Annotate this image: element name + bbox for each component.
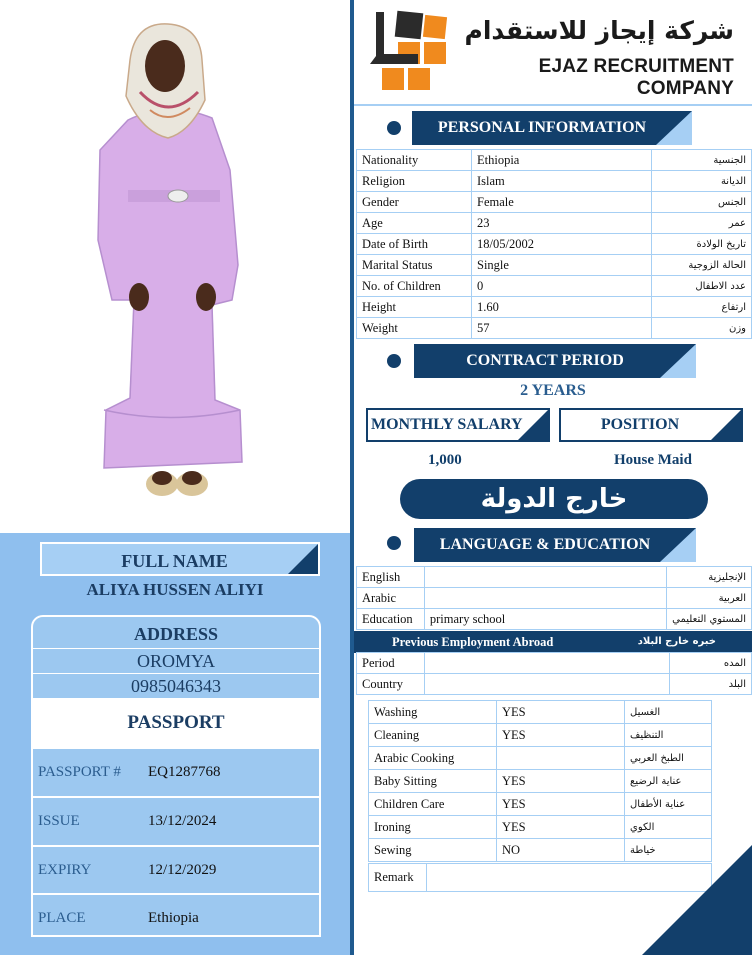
position-label: POSITION xyxy=(600,416,680,433)
dob-label: Date of Birth xyxy=(357,234,472,255)
phone-value: 0985046343 xyxy=(33,673,319,697)
passport-issue-value: 13/12/2024 xyxy=(148,813,217,829)
passport-place-label: PLACE xyxy=(38,910,86,926)
table-row xyxy=(357,674,752,695)
religion-label-ar: الديانة xyxy=(652,171,752,192)
previous-employment-title: Previous Employment Abroad xyxy=(392,635,554,649)
passport-number-row xyxy=(33,747,319,795)
arabic-label-ar: العربية xyxy=(667,588,752,609)
passport-expiry-label: EXPIRY xyxy=(38,862,92,878)
candidate-photo xyxy=(0,0,350,533)
passport-place-value: Ethiopia xyxy=(148,910,199,926)
passport-place-row xyxy=(33,893,319,937)
company-name-arabic: شركة إيجاز للاستقدام xyxy=(464,16,734,45)
position-value: House Maid xyxy=(614,452,692,468)
ironing-label-ar: الكوي xyxy=(625,816,712,839)
washing-label-ar: الغسيل xyxy=(625,701,712,724)
full-name-value: ALIYA HUSSEN ALIYI xyxy=(86,580,264,599)
full-name-label: FULL NAME xyxy=(121,551,228,571)
height-label: Height xyxy=(357,297,472,318)
remark-label: Remark xyxy=(369,864,427,892)
passport-issue-row xyxy=(33,796,319,844)
contract-period-header xyxy=(414,344,696,378)
english-value xyxy=(424,567,666,588)
monthly-salary-label: MONTHLY SALARY xyxy=(371,416,523,433)
weight-value: 57 xyxy=(472,318,652,339)
arabic-cooking-value xyxy=(497,747,625,770)
weight-label: Weight xyxy=(357,318,472,339)
passport-expiry-row xyxy=(33,845,319,893)
ironing-label: Ironing xyxy=(369,816,497,839)
table-row xyxy=(357,318,752,339)
religion-value: Islam xyxy=(472,171,652,192)
arabic-cooking-label: Arabic Cooking xyxy=(369,747,497,770)
gender-label: Gender xyxy=(357,192,472,213)
table-row xyxy=(369,793,712,816)
arabic-cooking-label-ar: الطبخ العربي xyxy=(625,747,712,770)
language-education-header xyxy=(414,528,696,562)
passport-label: PASSPORT xyxy=(33,698,319,747)
education-label: Education xyxy=(357,609,425,630)
skills-table xyxy=(368,700,712,862)
table-row xyxy=(357,609,752,630)
children-label-ar: عدد الاطفال xyxy=(652,276,752,297)
corner-triangle-decoration xyxy=(660,344,696,378)
dob-label-ar: تاريخ الولادة xyxy=(652,234,752,255)
passport-issue-label: ISSUE xyxy=(38,813,80,829)
children-label: No. of Children xyxy=(357,276,472,297)
weight-label-ar: وزن xyxy=(652,318,752,339)
table-row xyxy=(357,234,752,255)
table-row xyxy=(369,724,712,747)
passport-expiry-value: 12/12/2029 xyxy=(148,862,217,878)
nationality-label: Nationality xyxy=(357,150,472,171)
corner-triangle-decoration xyxy=(656,111,692,145)
contract-period-value: 2 YEARS xyxy=(520,382,586,399)
country-label-ar: البلد xyxy=(670,674,752,695)
cleaning-label-ar: التنظيف xyxy=(625,724,712,747)
table-row xyxy=(357,171,752,192)
language-table xyxy=(356,566,752,630)
header-divider xyxy=(354,104,752,106)
table-row xyxy=(357,192,752,213)
english-label-ar: الإنجليزية xyxy=(667,567,752,588)
children-value: 0 xyxy=(472,276,652,297)
cleaning-label: Cleaning xyxy=(369,724,497,747)
country-value xyxy=(425,674,670,695)
address-value: OROMYA xyxy=(33,648,319,672)
company-name-english: EJAZ RECRUITMENT COMPANY xyxy=(538,56,734,99)
table-row xyxy=(369,701,712,724)
arabic-value xyxy=(424,588,666,609)
table-row xyxy=(357,297,752,318)
monthly-salary-value: 1,000 xyxy=(428,452,462,468)
contract-period-title: CONTRACT PERIOD xyxy=(466,352,624,369)
religion-label: Religion xyxy=(357,171,472,192)
age-value: 23 xyxy=(472,213,652,234)
monthly-salary-header xyxy=(366,408,550,442)
nationality-label-ar: الجنسية xyxy=(652,150,752,171)
table-row xyxy=(357,567,752,588)
language-education-title: LANGUAGE & EDUCATION xyxy=(439,536,651,553)
dob-value: 18/05/2002 xyxy=(472,234,652,255)
education-value: primary school xyxy=(424,609,666,630)
passport-number-label: PASSPORT # xyxy=(38,764,121,780)
table-row xyxy=(357,213,752,234)
personal-information-title: PERSONAL INFORMATION xyxy=(437,119,647,136)
language-section-bullet xyxy=(387,536,401,550)
table-row xyxy=(357,150,752,171)
table-row xyxy=(357,255,752,276)
previous-employment-title-ar: خبره خارج البلاد xyxy=(637,636,716,647)
full-name-header xyxy=(40,542,320,576)
education-label-ar: المستوي التعليمي xyxy=(667,609,752,630)
arabic-label: Arabic xyxy=(357,588,425,609)
corner-triangle-decoration xyxy=(518,410,548,440)
ejaz-logo-icon xyxy=(362,6,450,98)
washing-value: YES xyxy=(497,701,625,724)
children-care-value: YES xyxy=(497,793,625,816)
left-panel xyxy=(0,0,350,955)
previous-employment-table xyxy=(356,652,752,695)
marital-status-value: Single xyxy=(472,255,652,276)
table-row xyxy=(369,816,712,839)
english-label: English xyxy=(357,567,425,588)
age-label: Age xyxy=(357,213,472,234)
address-passport-card xyxy=(31,615,321,937)
passport-number-value: EQ1287768 xyxy=(148,764,221,780)
height-value: 1.60 xyxy=(472,297,652,318)
previous-employment-header xyxy=(354,631,752,653)
candidate-figure-illustration xyxy=(0,0,350,533)
sewing-value: NO xyxy=(497,839,625,862)
gender-label-ar: الجنس xyxy=(652,192,752,213)
country-label: Country xyxy=(357,674,425,695)
marital-status-label: Marital Status xyxy=(357,255,472,276)
ironing-value: YES xyxy=(497,816,625,839)
corner-triangle-decoration xyxy=(660,528,696,562)
washing-label: Washing xyxy=(369,701,497,724)
personal-section-bullet xyxy=(387,121,401,135)
position-header xyxy=(559,408,743,442)
marital-status-label-ar: الحالة الزوجية xyxy=(652,255,752,276)
address-label: ADDRESS xyxy=(133,624,219,644)
period-value xyxy=(425,653,670,674)
table-row xyxy=(369,770,712,793)
personal-information-header xyxy=(412,111,692,145)
right-panel xyxy=(354,0,752,955)
table-row xyxy=(369,747,712,770)
cleaning-value: YES xyxy=(497,724,625,747)
height-label-ar: ارتفاع xyxy=(652,297,752,318)
corner-triangle-decoration xyxy=(642,845,752,955)
period-label: Period xyxy=(357,653,425,674)
baby-sitting-value: YES xyxy=(497,770,625,793)
table-row xyxy=(357,276,752,297)
sewing-label-ar: خياطة xyxy=(625,839,712,862)
corner-triangle-decoration xyxy=(288,544,318,574)
corner-triangle-decoration xyxy=(711,410,741,440)
baby-sitting-label-ar: عناية الرضيع xyxy=(625,770,712,793)
children-care-label: Children Care xyxy=(369,793,497,816)
contract-section-bullet xyxy=(387,354,401,368)
personal-info-table xyxy=(356,149,752,339)
table-row xyxy=(357,653,752,674)
table-row xyxy=(357,588,752,609)
age-label-ar: عمر xyxy=(652,213,752,234)
baby-sitting-label: Baby Sitting xyxy=(369,770,497,793)
period-label-ar: المده xyxy=(670,653,752,674)
sewing-label: Sewing xyxy=(369,839,497,862)
children-care-label-ar: عناية الأطفال xyxy=(625,793,712,816)
outside-country-badge: خارج الدولة xyxy=(400,479,708,519)
gender-value: Female xyxy=(472,192,652,213)
nationality-value: Ethiopia xyxy=(472,150,652,171)
